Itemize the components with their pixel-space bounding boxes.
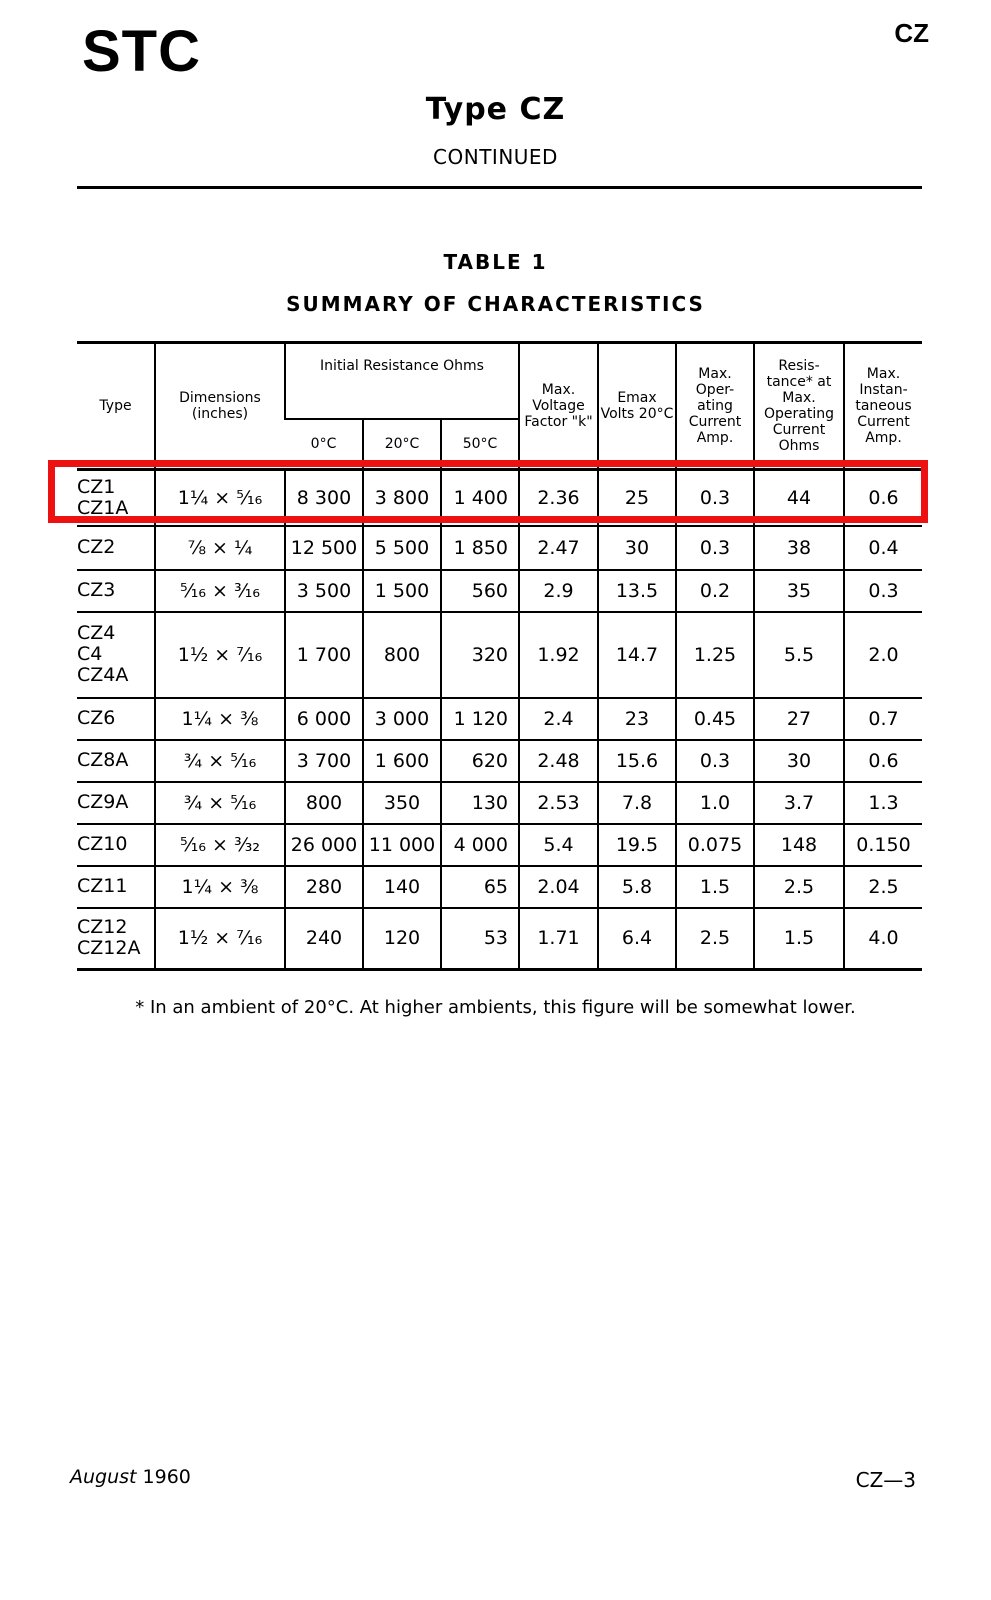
cell-iop: 1.25 [676, 612, 754, 698]
cell-type: CZ6 [77, 698, 155, 740]
cell-k: 2.47 [519, 526, 598, 570]
cell-r50: 560 [441, 570, 519, 612]
cell-dim: ⅞ × ¼ [155, 526, 285, 570]
cell-r20: 3 800 [363, 470, 441, 526]
header-max-instantaneous-current: Max. Instan- taneous Current Amp. [844, 343, 922, 470]
cell-r20: 5 500 [363, 526, 441, 570]
header-initial-resistance: Initial Resistance Ohms [285, 343, 519, 420]
cell-type: CZ2 [77, 526, 155, 570]
cell-dim: ⁵⁄₁₆ × ³⁄₃₂ [155, 824, 285, 866]
type-code: CZ [894, 18, 929, 48]
table-row [77, 782, 922, 824]
table-row [77, 740, 922, 782]
cell-imax: 2.5 [844, 866, 922, 908]
table-row [77, 866, 922, 908]
cell-type: CZ12 CZ12A [77, 908, 155, 970]
cell-rop: 5.5 [754, 612, 844, 698]
header-emax: Emax Volts 20°C [598, 343, 676, 470]
header-dimensions: Dimensions (inches) [155, 343, 285, 470]
cell-r50: 1 850 [441, 526, 519, 570]
header-type: Type [77, 343, 155, 470]
cell-dim: 1¼ × ⁵⁄₁₆ [155, 470, 285, 526]
cell-k: 1.71 [519, 908, 598, 970]
cell-emax: 13.5 [598, 570, 676, 612]
cell-rop: 27 [754, 698, 844, 740]
cell-r20: 350 [363, 782, 441, 824]
cell-r50: 620 [441, 740, 519, 782]
header-divider [77, 186, 922, 189]
cell-k: 1.92 [519, 612, 598, 698]
table-row [77, 570, 922, 612]
page-subtitle: CONTINUED [433, 145, 558, 169]
cell-dim: ¾ × ⁵⁄₁₆ [155, 740, 285, 782]
cell-r0: 1 700 [285, 612, 363, 698]
cell-type: CZ3 [77, 570, 155, 612]
cell-r20: 120 [363, 908, 441, 970]
cell-imax: 0.4 [844, 526, 922, 570]
cell-r0: 280 [285, 866, 363, 908]
cell-iop: 1.5 [676, 866, 754, 908]
header-temp-0: 0°C [285, 419, 363, 470]
cell-dim: ⁵⁄₁₆ × ³⁄₁₆ [155, 570, 285, 612]
header-temp-50: 50°C [441, 419, 519, 470]
cell-r0: 3 700 [285, 740, 363, 782]
characteristics-table-wrap [77, 341, 922, 971]
cell-dim: 1¼ × ⅜ [155, 866, 285, 908]
cell-rop: 30 [754, 740, 844, 782]
table-row [77, 908, 922, 970]
cell-type: CZ9A [77, 782, 155, 824]
cell-emax: 19.5 [598, 824, 676, 866]
cell-dim: ¾ × ⁵⁄₁₆ [155, 782, 285, 824]
cell-imax: 0.150 [844, 824, 922, 866]
cell-iop: 0.2 [676, 570, 754, 612]
date-month: August [70, 1466, 137, 1488]
cell-rop: 1.5 [754, 908, 844, 970]
cell-iop: 0.3 [676, 470, 754, 526]
cell-r20: 140 [363, 866, 441, 908]
table-row [77, 526, 922, 570]
cell-type: CZ1 CZ1A [77, 470, 155, 526]
publication-date [70, 1466, 191, 1488]
footnote: * In an ambient of 20°C. At higher ambients, this figure will be somewhat lower. [135, 997, 856, 1018]
cell-k: 2.9 [519, 570, 598, 612]
cell-emax: 6.4 [598, 908, 676, 970]
cell-r20: 1 500 [363, 570, 441, 612]
cell-iop: 2.5 [676, 908, 754, 970]
cell-emax: 30 [598, 526, 676, 570]
cell-rop: 38 [754, 526, 844, 570]
cell-r0: 240 [285, 908, 363, 970]
cell-r0: 6 000 [285, 698, 363, 740]
cell-r50: 1 120 [441, 698, 519, 740]
cell-k: 5.4 [519, 824, 598, 866]
cell-type: CZ8A [77, 740, 155, 782]
header-temp-20: 20°C [363, 419, 441, 470]
table-row [77, 612, 922, 698]
brand-logo: STC [82, 19, 201, 84]
cell-imax: 0.7 [844, 698, 922, 740]
cell-k: 2.53 [519, 782, 598, 824]
cell-k: 2.4 [519, 698, 598, 740]
cell-r50: 4 000 [441, 824, 519, 866]
table-row [77, 824, 922, 866]
cell-r0: 800 [285, 782, 363, 824]
page-title: Type CZ [425, 92, 566, 127]
cell-k: 2.48 [519, 740, 598, 782]
cell-emax: 25 [598, 470, 676, 526]
cell-r20: 3 000 [363, 698, 441, 740]
cell-iop: 0.075 [676, 824, 754, 866]
cell-iop: 0.3 [676, 740, 754, 782]
cell-dim: 1½ × ⁷⁄₁₆ [155, 612, 285, 698]
cell-dim: 1½ × ⁷⁄₁₆ [155, 908, 285, 970]
page-number: CZ—3 [855, 1468, 916, 1492]
cell-r50: 65 [441, 866, 519, 908]
table-caption: SUMMARY OF CHARACTERISTICS [286, 292, 705, 316]
cell-r50: 130 [441, 782, 519, 824]
cell-emax: 14.7 [598, 612, 676, 698]
cell-r20: 11 000 [363, 824, 441, 866]
cell-emax: 23 [598, 698, 676, 740]
cell-r0: 12 500 [285, 526, 363, 570]
cell-iop: 0.45 [676, 698, 754, 740]
cell-emax: 5.8 [598, 866, 676, 908]
cell-r0: 8 300 [285, 470, 363, 526]
cell-emax: 7.8 [598, 782, 676, 824]
cell-imax: 0.6 [844, 470, 922, 526]
cell-type: CZ4 C4 CZ4A [77, 612, 155, 698]
cell-imax: 0.6 [844, 740, 922, 782]
cell-imax: 1.3 [844, 782, 922, 824]
cell-rop: 2.5 [754, 866, 844, 908]
cell-type: CZ10 [77, 824, 155, 866]
cell-r0: 3 500 [285, 570, 363, 612]
cell-type: CZ11 [77, 866, 155, 908]
table-label: TABLE 1 [443, 250, 548, 274]
cell-rop: 35 [754, 570, 844, 612]
highlight-box [48, 460, 928, 523]
header-max-operating-current: Max. Oper- ating Current Amp. [676, 343, 754, 470]
cell-dim: 1¼ × ⅜ [155, 698, 285, 740]
cell-iop: 0.3 [676, 526, 754, 570]
cell-rop: 44 [754, 470, 844, 526]
cell-r50: 320 [441, 612, 519, 698]
cell-k: 2.04 [519, 866, 598, 908]
header-resistance-at-max: Resis- tance* at Max. Operating Current Ohms [754, 343, 844, 470]
cell-r20: 1 600 [363, 740, 441, 782]
cell-iop: 1.0 [676, 782, 754, 824]
characteristics-table [77, 341, 922, 971]
cell-r20: 800 [363, 612, 441, 698]
cell-imax: 4.0 [844, 908, 922, 970]
cell-r0: 26 000 [285, 824, 363, 866]
cell-k: 2.36 [519, 470, 598, 526]
header-max-voltage-factor: Max. Voltage Factor "k" [519, 343, 598, 470]
cell-emax: 15.6 [598, 740, 676, 782]
cell-r50: 1 400 [441, 470, 519, 526]
cell-rop: 148 [754, 824, 844, 866]
table-row [77, 698, 922, 740]
cell-rop: 3.7 [754, 782, 844, 824]
cell-r50: 53 [441, 908, 519, 970]
date-year: 1960 [142, 1466, 191, 1488]
cell-imax: 0.3 [844, 570, 922, 612]
cell-imax: 2.0 [844, 612, 922, 698]
